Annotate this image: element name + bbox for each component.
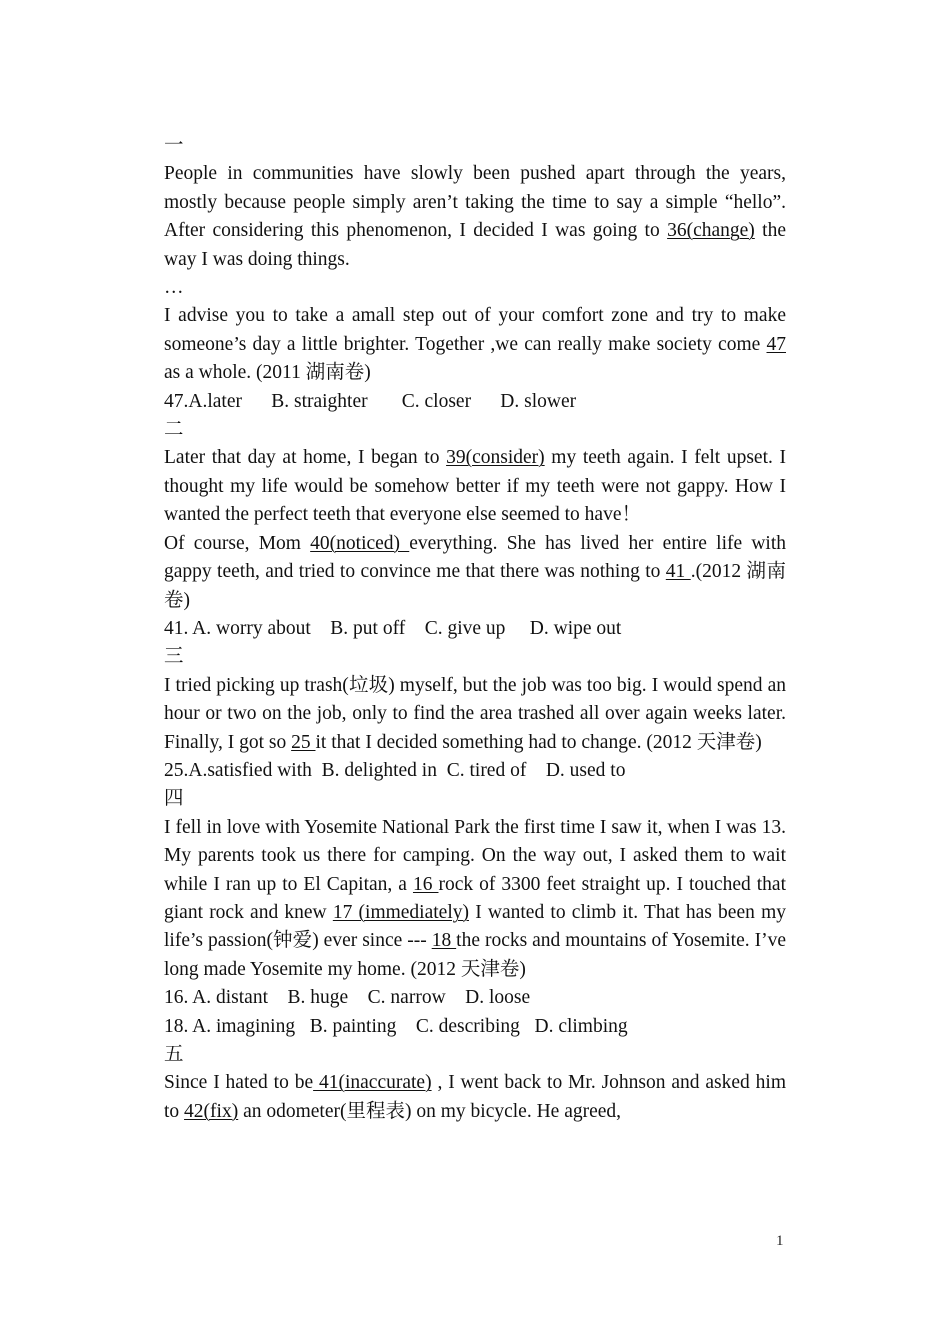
passage-paragraph: [164, 672, 786, 757]
passage-text: I advise you to take a amall step out of your comfort zone and try to make someone’s day a little brighter. Together ,we can really make society come: [164, 305, 786, 355]
passage-paragraph: [164, 444, 786, 529]
passage-text: I fell in love with Yosemite National Park the first time I saw it, when I was 13. My parents took us there for camping. On the way out, I asked them to wait while I ran up to El Capitan, a: [164, 816, 786, 895]
section-marker: 二: [164, 419, 184, 441]
section-marker: 四: [164, 788, 184, 810]
passage-text: .(2012 湖南卷): [164, 561, 786, 611]
passage-text: People in communities have slowly been pushed apart through the years, mostly because people simply aren’t taking the time to say a simple “hello”. After considering this phenomenon, I decided I was going to: [164, 163, 786, 242]
blank-field: 16: [412, 873, 439, 895]
passage-text: Of course, Mom: [164, 532, 311, 554]
blank-field: 41: [665, 561, 691, 583]
answer-options: 16. A. distant B. huge C. narrow D. loose: [164, 987, 531, 1009]
passage-paragraph: [164, 1069, 786, 1126]
passage-text: the way I was doing things.: [164, 220, 786, 270]
passage-text: Since I hated to be: [164, 1072, 314, 1094]
passage-text: my teeth again. I felt upset. I thought my life would be somehow better if my teeth were not gappy. How I wanted the perfect teeth that everyone else seemed to have！: [164, 447, 786, 526]
section-marker: 一: [164, 135, 184, 156]
blank-field: 25: [291, 731, 316, 753]
page-number: 1: [776, 1233, 784, 1249]
passage-text: the rocks and mountains of Yosemite. I’ve long made Yosemite my home. (2012 天津卷): [164, 930, 786, 980]
passage-text: I wanted to climb it. That has been my life’s passion(钟爱) ever since ---: [164, 901, 786, 952]
blank-field: 18: [431, 930, 457, 952]
blank-field: 47: [766, 333, 786, 355]
answer-options: 18. A. imagining B. painting C. describing D. climbing: [164, 1015, 628, 1037]
blank-field: 41(inaccurate): [313, 1072, 432, 1094]
passage-text: it that I decided something had to change. (2012 天津卷): [315, 731, 762, 753]
blank-field: 42(fix): [184, 1100, 239, 1122]
passage-paragraph: [164, 160, 786, 274]
blank-field: 36(change): [667, 220, 755, 242]
answer-options: 41. A. worry about B. put off C. give up D. wipe out: [164, 617, 622, 639]
passage-text: rock of 3300 feet straight up. I touched that giant rock and knew: [164, 873, 786, 923]
blank-field: 17 (immediately): [332, 901, 469, 923]
passage-text: I tried picking up trash(垃圾) myself, but the job was too big. I would spend an hour or two on the job, only to find the area trashed all over again weeks later. Finally, I got so: [164, 674, 786, 753]
blank-field: 40(noticed): [310, 532, 410, 554]
blank-field: 39(consider): [446, 447, 545, 469]
document-body: [164, 132, 786, 1126]
passage-text: an odometer(里程表) on my bicycle. He agreed,: [238, 1100, 622, 1122]
passage-text: as a whole. (2011 湖南卷): [164, 362, 371, 384]
passage-text: …: [164, 277, 184, 299]
section-marker: 三: [164, 646, 184, 668]
section-marker: 五: [164, 1044, 184, 1065]
passage-paragraph: [164, 274, 786, 302]
passage-text: everything. She has lived her entire life with gappy teeth, and tried to convince me that there was nothing to: [164, 532, 786, 583]
passage-text: , I went back to Mr. Johnson and asked him to: [164, 1072, 786, 1122]
answer-options: 25.A.satisfied with B. delighted in C. tired of D. used to: [164, 759, 626, 781]
passage-paragraph: [164, 530, 786, 615]
passage-text: Later that day at home, I began to: [164, 447, 447, 469]
passage-paragraph: [164, 302, 786, 387]
answer-options: 47.A.later B. straighter C. closer D. slower: [164, 390, 577, 412]
passage-paragraph: [164, 814, 786, 984]
